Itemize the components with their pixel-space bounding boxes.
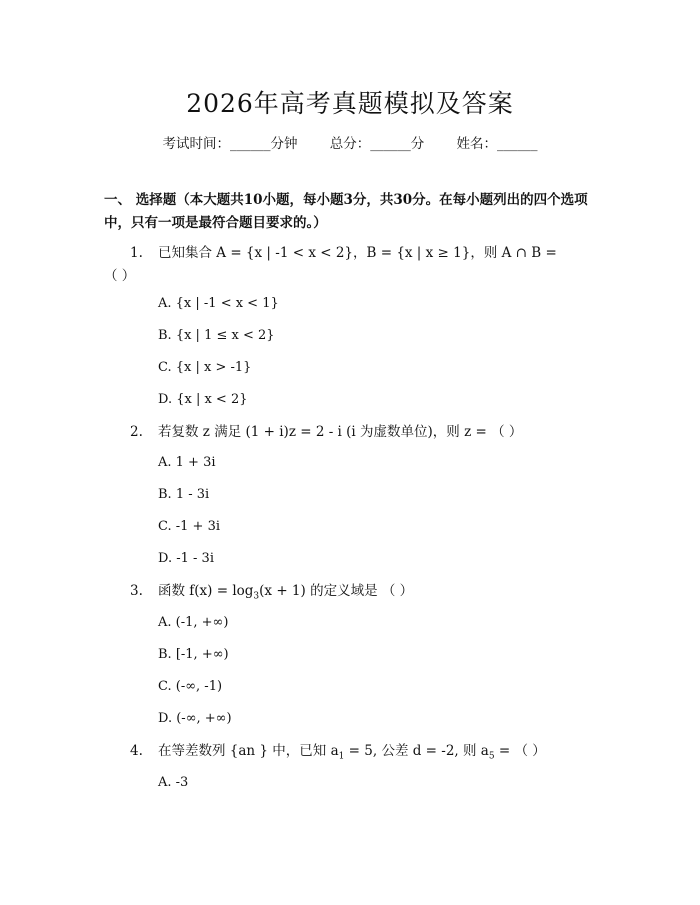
option-4a: A. -3	[158, 775, 189, 790]
option-3a: A. (-1, +∞)	[158, 615, 229, 630]
page-title: 2026年高考真题模拟及答案	[186, 89, 514, 118]
section-heading: 一、 选择题（本大题共10小题，每小题3分，共30分。在每小题列出的四个选项中，只有一项是最符合题目要求的。）	[104, 192, 588, 231]
option-2a: A. 1 + 3i	[158, 455, 216, 470]
option-2d: D. -1 - 3i	[158, 551, 214, 566]
option-3b: B. [-1, +∞)	[158, 647, 229, 662]
exam-name: 姓名：______	[456, 136, 538, 152]
question-text: 在等差数列 {an } 中，已知 $a_1 = 5$, 公差 d = -2, 则 $a_5$ = （ ）	[158, 743, 546, 762]
option-1b: B. {x | 1 ≤ x < 2}	[158, 328, 275, 343]
exam-info	[0, 132, 700, 152]
question-4	[104, 740, 574, 769]
option-2b: B. 1 - 3i	[158, 487, 210, 502]
question-2	[104, 421, 574, 444]
option-1d: D. {x | x < 2}	[158, 392, 248, 407]
option-3c: C. (-∞, -1)	[158, 679, 223, 694]
question-1	[104, 242, 574, 288]
option-1a: A. {x | -1 < x < 1}	[158, 296, 279, 311]
question-number: 1.	[130, 245, 143, 261]
question-text: 函数 $f(x) = \log_3(x + 1)$ 的定义域是 （ ）	[158, 583, 414, 602]
option-3d: D. (-∞, +∞)	[158, 711, 232, 726]
question-text: 已知集合 A = {x | -1 < x < 2}，B = {x | x ≥ 1}，则 A ∩ B = （ ）	[104, 245, 557, 284]
question-text: 若复数 z 满足 (1 + i)z = 2 - i (i 为虚数单位)，则 z = （ ）	[158, 424, 523, 440]
question-number: 4.	[130, 743, 143, 759]
exam-score: 总分：______分	[329, 136, 425, 152]
option-2c: C. -1 + 3i	[158, 519, 220, 534]
question-3	[104, 580, 574, 609]
question-number: 3.	[130, 583, 143, 599]
option-1c: C. {x | x > -1}	[158, 360, 252, 375]
question-number: 2.	[130, 424, 143, 440]
exam-time: 考试时间：______分钟	[162, 136, 298, 152]
